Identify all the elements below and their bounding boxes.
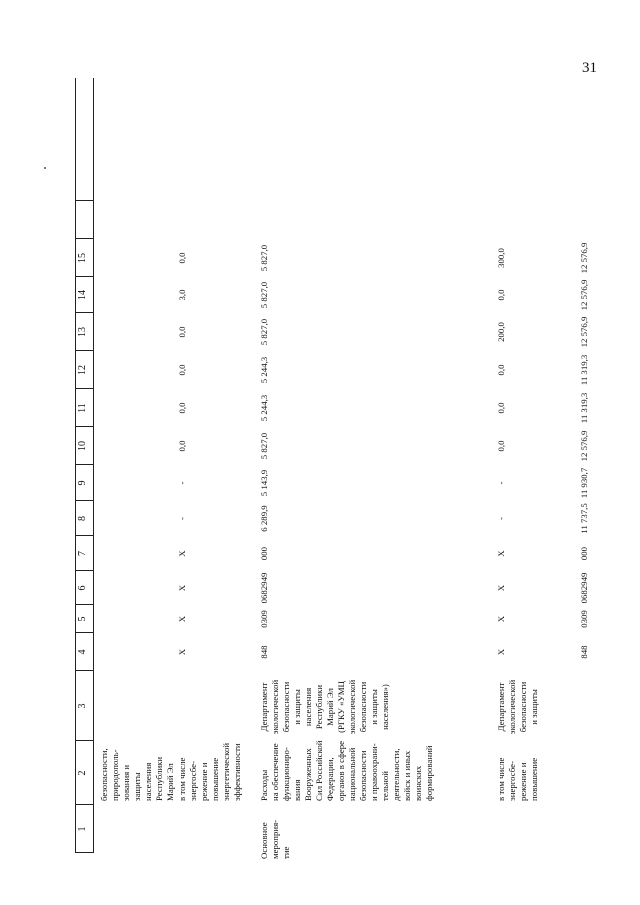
column-header: 10 (77, 441, 88, 451)
description-line: национальной (347, 747, 357, 801)
column-header: 7 (77, 551, 88, 556)
description-line: эффективности (232, 743, 242, 801)
responsible-executor-line: безопасности (281, 681, 291, 733)
column-header: 5 (77, 616, 88, 622)
value-cell: X (496, 584, 506, 592)
description-line: воинских (413, 765, 423, 801)
description-line: защиты (132, 772, 142, 801)
description-line: в том числе (177, 757, 187, 801)
header-divider (75, 464, 93, 465)
activity-type-text: Основное (259, 822, 269, 859)
responsible-executor-line: Марий Эл (325, 688, 335, 726)
header-divider (75, 632, 93, 633)
value-cell: 0309 (259, 610, 269, 628)
responsible-executor-line: населения (303, 687, 313, 727)
header-divider (75, 200, 93, 201)
header-divider (75, 238, 93, 239)
header-bottom-rule (93, 78, 94, 853)
table-top-rule (75, 78, 76, 853)
header-divider (75, 604, 93, 605)
value-cell: - (496, 481, 506, 485)
description-line: энергосбе- (188, 761, 198, 801)
value-cell: 3,0 (177, 289, 187, 301)
column-header: 8 (77, 516, 88, 521)
description-line: тельной (380, 771, 390, 801)
description-line: режение и (518, 762, 528, 801)
value-cell: 12 576,9 (579, 242, 589, 274)
description-line: Федерации, (325, 757, 335, 801)
value-cell: 848 (259, 645, 269, 659)
column-header: 15 (77, 253, 88, 263)
description-line: повышение (210, 757, 220, 801)
value-cell: 5 827,0 (259, 432, 269, 460)
responsible-executor-line: и защиты (292, 689, 302, 725)
value-cell: 0682949 (259, 572, 269, 604)
value-cell: 11 319,3 (579, 392, 589, 424)
responsible-executor-line: экологической (270, 679, 280, 735)
description-line: и правоохрани- (369, 743, 379, 801)
header-divider (75, 804, 93, 805)
value-cell: 5 827,0 (259, 244, 269, 272)
responsible-executor-line: экологической (347, 679, 357, 735)
value-cell: 5 244,3 (259, 394, 269, 422)
value-cell: 0,0 (177, 402, 187, 414)
value-cell: 0,0 (496, 402, 506, 414)
value-cell: 0,0 (496, 289, 506, 301)
value-cell: 11 319,3 (579, 354, 589, 386)
value-cell: 12 576,9 (579, 279, 589, 311)
column-header: 12 (77, 365, 88, 375)
column-header: 14 (77, 290, 88, 300)
description-line: природополь- (110, 749, 120, 801)
value-cell: 11 930,7 (579, 467, 589, 499)
description-line: функциониро- (281, 747, 291, 801)
value-cell: X (177, 550, 187, 557)
description-line: населения (143, 762, 153, 801)
column-header: 13 (77, 327, 88, 337)
value-cell: X (496, 615, 506, 623)
value-cell: 5 827,0 (259, 281, 269, 309)
responsible-executor-line: и защиты (529, 689, 539, 725)
header-divider (75, 535, 93, 536)
page-number: 31 (582, 60, 597, 76)
description-line: на обеспечение (270, 743, 280, 801)
column-header: 9 (77, 480, 88, 486)
responsible-executor-line: экологической (507, 679, 517, 735)
value-cell: 11 737,5 (579, 503, 589, 534)
value-cell: 200,0 (496, 322, 506, 342)
value-cell: 0,0 (177, 440, 187, 452)
description-line: Сил Российской (314, 740, 324, 801)
value-cell: 0682949 (579, 572, 589, 604)
budget-table (75, 78, 640, 859)
column-header: 4 (77, 649, 88, 655)
value-cell: 000 (579, 546, 589, 561)
column-header: 2 (77, 770, 88, 776)
responsible-executor-line: Республики (314, 684, 324, 730)
value-cell: 0,0 (177, 364, 187, 376)
column-header: 11 (77, 403, 88, 413)
description-line: вания (292, 779, 302, 801)
value-cell: 12 576,9 (579, 316, 589, 348)
value-cell: - (496, 517, 506, 520)
description-line: энергетической (221, 742, 231, 801)
description-line: формирований (424, 745, 434, 801)
header-divider (75, 276, 93, 277)
header-divider (75, 670, 93, 671)
description-line: Вооруженных (303, 748, 313, 801)
responsible-executor-line: Департамент (259, 682, 269, 732)
description-line: Республики (154, 756, 164, 801)
value-cell: 6 289,9 (259, 505, 269, 532)
value-cell: X (177, 648, 187, 656)
value-cell: 848 (579, 645, 589, 659)
value-cell: X (496, 648, 506, 656)
description-line: органов в сфере (336, 740, 346, 801)
description-line: Марий Эл (165, 763, 175, 801)
value-cell: X (177, 615, 187, 623)
responsible-executor-line: безопасности (518, 681, 528, 733)
responsible-executor-line: (РГКУ «УМЦ (336, 681, 346, 733)
header-divider (75, 852, 93, 853)
column-header: 3 (77, 703, 88, 709)
header-divider (75, 740, 93, 741)
description-line: режение и (199, 762, 209, 801)
responsible-executor-line: населения») (380, 684, 390, 730)
description-line: Расходы (259, 769, 269, 801)
activity-type-text: мероприя- (270, 819, 280, 859)
description-line: безопасности, (99, 748, 109, 801)
header-divider (75, 312, 93, 313)
description-line: энергосбе- (507, 761, 517, 801)
responsible-executor-line: Департамент (496, 682, 506, 732)
value-cell: X (177, 584, 187, 592)
value-cell: 5 143,9 (259, 469, 269, 497)
header-divider (75, 388, 93, 389)
description-line: войск и иных (402, 750, 412, 801)
value-cell: 5 827,0 (259, 318, 269, 346)
header-divider (75, 570, 93, 571)
responsible-executor-line: и защиты (369, 689, 379, 725)
description-line: в том числе (496, 757, 506, 801)
header-divider (75, 426, 93, 427)
responsible-executor-line: безопасности (358, 681, 368, 733)
value-cell: - (177, 481, 187, 485)
value-cell: X (496, 550, 506, 557)
value-cell: 0,0 (177, 326, 187, 338)
value-cell: 12 576,9 (579, 430, 589, 462)
value-cell: 5 244,3 (259, 356, 269, 384)
description-line: деятельности, (391, 748, 401, 801)
scan-speck (44, 167, 46, 169)
header-divider (75, 500, 93, 501)
value-cell: 0309 (579, 610, 589, 628)
activity-type-text: тие (281, 846, 291, 859)
value-cell: 0,0 (496, 440, 506, 452)
value-cell: - (177, 517, 187, 520)
value-cell: 0,0 (177, 252, 187, 264)
column-header: 1 (77, 826, 88, 832)
description-line: повышение (529, 757, 539, 801)
value-cell: 0,0 (496, 364, 506, 376)
description-line: зования и (121, 764, 131, 801)
value-cell: 000 (259, 546, 269, 561)
header-divider (75, 350, 93, 351)
value-cell: 300,0 (496, 248, 506, 268)
column-header: 6 (77, 585, 88, 591)
description-line: безопасности (358, 750, 368, 801)
